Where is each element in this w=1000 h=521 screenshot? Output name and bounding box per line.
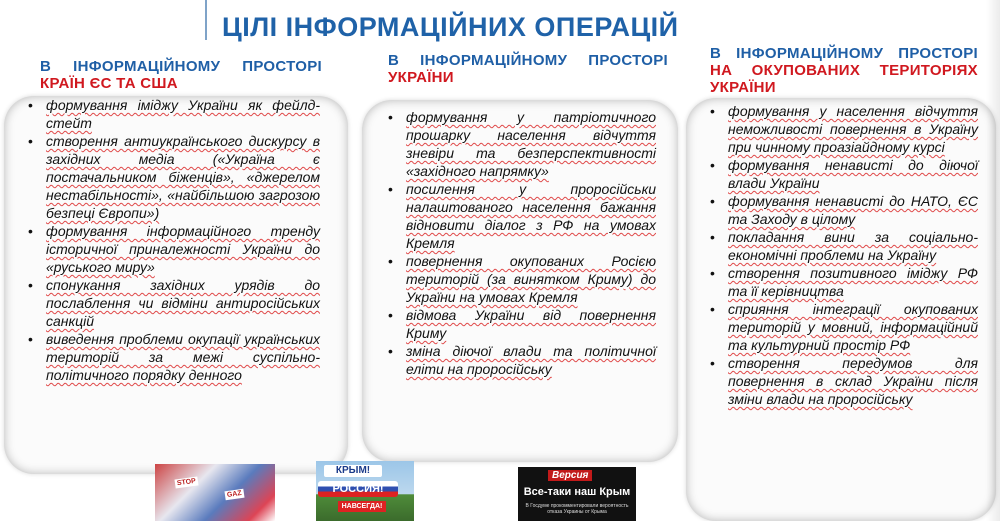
page-title: ЦІЛІ ІНФОРМАЦІЙНИХ ОПЕРАЦІЙ [222, 12, 679, 42]
list-item: • посилення у проросійськи налаштованого населення бажання відновити діалог з РФ на умовах Кремля [384, 180, 656, 252]
crimea-russia-photo [316, 461, 414, 521]
column-occupied-heading-line3: УКРАЇНИ [710, 79, 776, 96]
versiya-logo: Версия [548, 470, 592, 481]
protest-sign: STOP [174, 476, 198, 488]
column-ukraine-list [384, 108, 656, 378]
column-ukraine-heading [388, 52, 668, 86]
list-item: • сприяння інтеграції окупованих територій у мовний, інформаційний та культурний простір РФ [706, 300, 978, 354]
column-ukraine-heading-line2: УКРАЇНИ [388, 69, 454, 86]
list-item: • спонукання західних урядів до послаблення чи відміни антиросійських санкцій [24, 276, 320, 330]
crimea-flag-main: РОССИЯ! [318, 481, 398, 497]
list-item: • формування у патріотичного прошарку населення відчуття зневіри та безперспективності «західного напрямку» [384, 108, 656, 180]
column-occupied-list [706, 102, 978, 408]
column-eu-list [24, 96, 320, 384]
list-item: • відмова України від повернення Криму [384, 306, 656, 342]
list-item: • зміна діючої влади та політичної еліти на проросійську [384, 342, 656, 378]
column-occupied-heading-line1: В ІНФОРМАЦІЙНОМУ ПРОСТОРІ [710, 45, 978, 62]
list-item: • створення передумов для повернення в склад України після зміни влади на проросійську [706, 354, 978, 408]
versiya-news-banner [518, 467, 636, 521]
versiya-caption: В Госдуме прокомментировали вероятность отказа Украины от Крыма [525, 503, 629, 515]
page-edge-shadow [986, 0, 1000, 521]
list-item: • формування ненависті до діючої влади України [706, 156, 978, 192]
crimea-flag-top: КРЫМ! [324, 465, 382, 477]
column-eu-heading-line1: В ІНФОРМАЦІЙНОМУ ПРОСТОРІ [40, 58, 322, 75]
list-item: • створення позитивного іміджу РФ та її керівництва [706, 264, 978, 300]
column-occupied-heading-line2: НА ОКУПОВАНИХ ТЕРИТОРІЯХ [710, 62, 978, 79]
list-item: • формування у населення відчуття неможливості повернення в Україну при чинному проазіайдному курсі [706, 102, 978, 156]
list-item: • формування інформаційного тренду історичної приналежності України до «руського миру» [24, 222, 320, 276]
list-item: • створення антиукраїнського дискурсу в західних медіа («Україна є постачальником біженців», «джерелом нестабільності», «найбільшою загрозою безпеці Європи») [24, 132, 320, 222]
column-ukraine-heading-line1: В ІНФОРМАЦІЙНОМУ ПРОСТОРІ [388, 52, 668, 69]
versiya-headline: Все-таки наш Крым [523, 486, 631, 498]
protest-sign: GAZ [224, 489, 244, 501]
column-eu-heading [40, 58, 322, 92]
list-item: • повернення окупованих Росією територій (за винятком Криму) до України на умовах Кремля [384, 252, 656, 306]
column-eu-heading-line2: КРАЇН ЄС ТА США [40, 75, 178, 92]
column-occupied-heading [710, 45, 978, 96]
crimea-flag-bottom: НАВСЕГДА! [338, 501, 386, 512]
list-item: • виведення проблеми окупації українських територій за межі суспільно-політичного порядку денного [24, 330, 320, 384]
header-divider [205, 0, 207, 40]
list-item: • покладання вини за соціально-економічні проблеми на Україну [706, 228, 978, 264]
eu-protest-photo [155, 464, 275, 521]
list-item: • формування ненависті до НАТО, ЄС та Заходу в цілому [706, 192, 978, 228]
list-item: • формування іміджу України як фейлд-стейт [24, 96, 320, 132]
